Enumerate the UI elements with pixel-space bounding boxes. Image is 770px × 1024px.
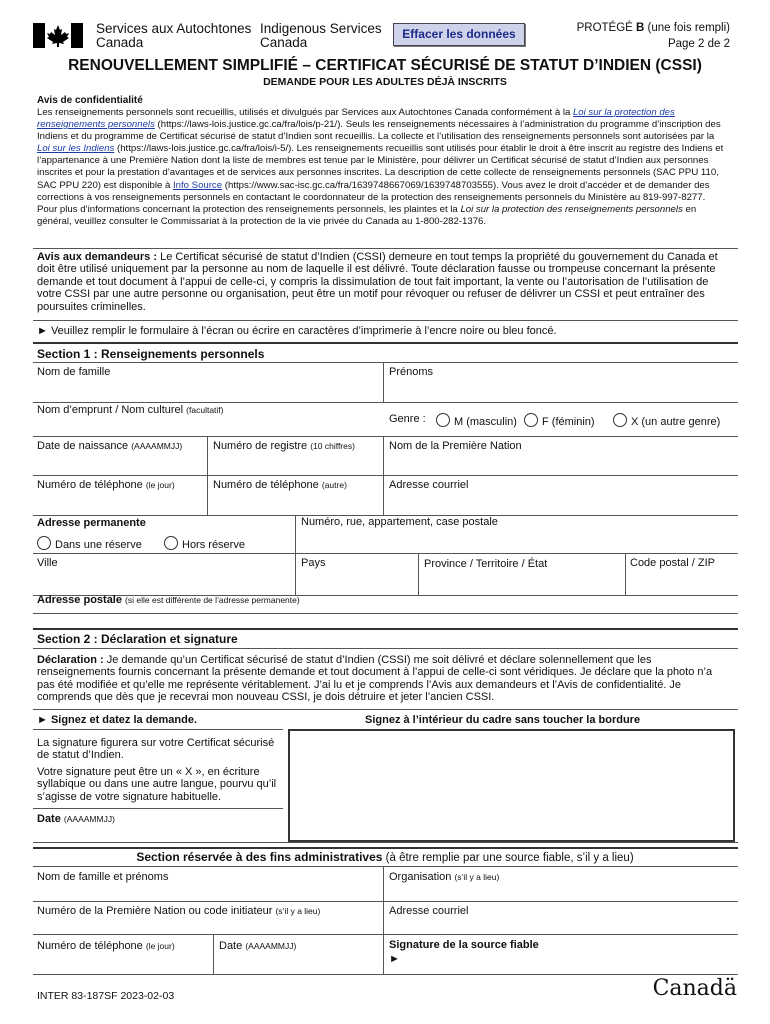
page-title: RENOUVELLEMENT SIMPLIFIÉ – CERTIFICAT SÉCURISÉ DE STATUT D’INDIEN (CSSI) — [68, 57, 702, 74]
province-field[interactable]: Province / Territoire / État — [424, 558, 548, 570]
indian-act-link[interactable]: Loi sur les Indiens — [37, 143, 115, 155]
on-reserve-radio[interactable] — [37, 536, 142, 551]
borrowed-name-field[interactable] — [37, 404, 224, 416]
dob-hint: (AAAAMMJJ) — [131, 441, 183, 451]
divider — [33, 475, 738, 476]
section-1-title: Section 1 : Renseignements personnels — [37, 347, 265, 361]
divider — [33, 934, 738, 935]
privacy-text-4: (https://www.sac-isc.gc.ca/fra/1639748667069/1639748703555). Vous avez le droit d’accéder et de demander des corrections à vos renseignements personnels en contactant le coordonnateur de la protection des renseignements personnels du Ministère au 819-997-8277. Pour plus d’informations concernant la protection des renseignements personnels, les plaintes et la — [37, 179, 710, 215]
registry-number-field[interactable] — [213, 440, 355, 452]
last-name-field[interactable]: Nom de famille — [37, 366, 111, 378]
privacy-notice — [37, 107, 727, 228]
admin-phone-hint: (le jour) — [145, 941, 175, 951]
privacy-text-1: Les renseignements personnels sont recueillis, utilisés et divulgués par Services aux Autochtones Canada conformément à la — [37, 107, 573, 118]
divider — [33, 709, 738, 710]
email-field[interactable]: Adresse courriel — [389, 479, 469, 491]
off-reserve-label: Hors réserve — [182, 539, 245, 551]
declaration-body: Je demande qu’un Certificat sécurisé de statut d’Indien (CSSI) me soit délivré et déclare solennellement que les renseignements fournis concernant la présente demande et tout document à l’appui de celle-ci sont véridiques. Je déclare que la photo n’a pas été modifiée et qu’elle me représente véritablement. J’ai lu et je comprends l’Avis aux demandeurs et l’Avis de confidentialité. Je comprends que dès que je recevrai mon nouveau CSSI, je dois détruire et jeter l’ancien CSSI. — [37, 654, 713, 704]
fill-instruction: ► Veuillez remplir le formulaire à l’écran ou écrire en caractères d’imprimerie à l’encre noire ou bleu foncé. — [37, 325, 557, 337]
divider — [33, 342, 738, 344]
dob-field[interactable] — [37, 440, 182, 452]
mailing-address-hint: (si elle est différente de l’adresse permanente) — [125, 595, 300, 605]
privacy-text-5: en général, veuillez consulter le Commissariat à la protection de la vie privée du Canada au 1-800-282-1376. — [37, 203, 697, 227]
gender-f-radio[interactable] — [524, 413, 595, 428]
admin-org-hint: (s’il y a lieu) — [454, 872, 500, 882]
signature-info-1: La signature figurera sur votre Certificat sécurisé de statut d’Indien. — [37, 737, 275, 762]
divider — [33, 866, 738, 867]
divider — [33, 553, 738, 554]
off-reserve-radio[interactable] — [164, 536, 245, 551]
postal-code-field[interactable]: Code postal / ZIP — [630, 557, 715, 569]
privacy-text-2: (https://laws-lois.justice.gc.ca/fra/lois/p-21/). Seuls les renseignements nécessaires à l’administration du programme d’inscription des Indiens et du programme de Certificat sécurisé de statut d’Indien sont recueillis. La collecte et l’utilisation des renseignements personnels sont autorisées par la — [37, 119, 721, 143]
admin-date-label: Date — [219, 940, 243, 952]
registry-number-hint: (10 chiffres) — [310, 441, 355, 451]
admin-title: Section réservée à des fins administratives — [136, 850, 383, 864]
divider — [418, 553, 419, 595]
radio-circle-icon — [613, 413, 627, 427]
phone-other-hint: (autre) — [321, 480, 347, 490]
admin-fn-code-label: Numéro de la Première Nation ou code initiateur — [37, 905, 273, 917]
permanent-address-label: Adresse permanente — [37, 517, 146, 529]
applicant-notice-body: Le Certificat sécurisé de statut d’Indien (CSSI) demeure en tout temps la propriété du gouvernement du Canada et doit être utilisé uniquement par la personne au nom de laquelle il est délivré. Toute déclaration fausse ou trompeuse concernant la présente demande et tout document à l’appui de celle-ci, y compris la dissimulation de tout fait important, la vente ou l’autorisation de l’utilisation de votre CSSI par une autre personne ou organisation, peut être un motif pour révoquer ou refuser de délivrer un CSSI et peut entraîner des poursuites criminelles. — [37, 251, 718, 313]
radio-circle-icon — [524, 413, 538, 427]
date-label: Date — [37, 813, 61, 825]
first-nation-field[interactable]: Nom de la Première Nation — [389, 440, 522, 452]
divider — [207, 436, 208, 516]
admin-date-field[interactable] — [219, 940, 296, 952]
optional-hint: (facultatif) — [186, 405, 224, 415]
privacy-text-3: (https://laws-lois.justice.gc.ca/fra/lois/i-5/). Les renseignements recueillis sont utilisés pour établir le droit à être inscrit au registre des Indiens et l’appartenance à une Première Nation dont la liste de membres est tenue par le Ministère, pour délivrer un Certificat sécurisé de statut d’Indien aux personnes inscrites et pour la prestation d’avantages et de services aux personnes inscrites. La description de cette collecte de renseignements personnels (SAC PPU 110, SAC PPU 220) est disponible à — [37, 143, 724, 191]
divider — [33, 628, 738, 630]
divider — [295, 515, 296, 595]
admin-name-field[interactable]: Nom de famille et prénoms — [37, 871, 169, 883]
applicant-notice-heading: Avis aux demandeurs : — [37, 251, 158, 263]
divider — [33, 320, 738, 321]
divider — [33, 613, 738, 614]
admin-org-field[interactable] — [389, 871, 499, 883]
dept-name-en-line2: Canada — [260, 35, 308, 50]
privacy-heading: Avis de confidentialité — [37, 95, 143, 106]
divider — [33, 729, 283, 730]
mailing-address-label: Adresse postale — [37, 594, 122, 606]
divider — [625, 553, 626, 595]
divider — [33, 901, 738, 902]
admin-signature-label: Signature de la source fiable — [389, 939, 539, 951]
divider — [33, 436, 738, 437]
admin-fn-code-field[interactable] — [37, 905, 320, 917]
gender-m-label: M (masculin) — [454, 416, 517, 428]
divider — [33, 974, 738, 975]
protected-suffix: (une fois rempli) — [644, 22, 730, 34]
admin-section-title — [0, 850, 770, 864]
divider — [383, 436, 384, 516]
privacy-act-link[interactable]: Loi sur la protection des renseignements personnels — [37, 107, 675, 131]
on-reserve-label: Dans une réserve — [55, 539, 142, 551]
gender-m-radio[interactable] — [436, 413, 517, 428]
protected-prefix: PROTÉGÉ — [576, 22, 637, 34]
divider — [33, 842, 738, 843]
divider — [33, 248, 738, 249]
canada-wordmark: Canadä — [652, 976, 737, 1001]
date-field[interactable] — [37, 813, 115, 825]
borrowed-name-label: Nom d’emprunt / Nom culturel — [37, 404, 184, 416]
admin-email-field[interactable]: Adresse courriel — [389, 905, 469, 917]
admin-date-hint: (AAAAMMJJ) — [245, 941, 297, 951]
admin-fn-code-hint: (s’il y a lieu) — [275, 906, 321, 916]
phone-other-label: Numéro de téléphone — [213, 479, 319, 491]
first-names-field[interactable]: Prénoms — [389, 366, 434, 378]
divider — [33, 847, 738, 849]
date-hint: (AAAAMMJJ) — [63, 814, 115, 824]
declaration — [37, 654, 730, 704]
dept-name-en — [260, 22, 382, 50]
declaration-heading: Déclaration : — [37, 654, 104, 666]
divider — [33, 808, 283, 809]
sign-inside-instruction: Signez à l’intérieur du cadre sans toucher la bordure — [365, 714, 641, 726]
protected-b-label — [577, 22, 730, 34]
section-2-title: Section 2 : Déclaration et signature — [37, 632, 238, 646]
dept-name-fr-line1: Services aux Autochtones — [96, 21, 252, 36]
canada-flag-logo — [33, 23, 83, 48]
gender-label: Genre : — [389, 413, 426, 425]
page-number: Page 2 de 2 — [667, 38, 730, 50]
admin-signature-field[interactable]: ► — [389, 953, 400, 965]
admin-org-label: Organisation — [389, 871, 452, 883]
city-field[interactable]: Ville — [37, 557, 58, 569]
info-source-link[interactable]: Info Source — [173, 179, 223, 191]
privacy-italic-act: Loi sur la protection des renseignements personnels — [460, 203, 683, 215]
phone-day-label: Numéro de téléphone — [37, 479, 143, 491]
admin-title-hint: (à être remplie par une source fiable, s’il y a lieu) — [382, 852, 634, 864]
gender-x-label: X (un autre genre) — [631, 416, 721, 428]
mailing-address-field[interactable] — [37, 594, 300, 606]
phone-day-field[interactable] — [37, 479, 175, 491]
signature-box[interactable] — [288, 729, 735, 842]
protected-level: B — [636, 22, 645, 34]
divider — [33, 402, 738, 403]
dept-name-fr — [96, 22, 251, 50]
phone-other-field[interactable] — [213, 479, 347, 491]
divider — [213, 934, 214, 974]
admin-phone-label: Numéro de téléphone — [37, 940, 143, 952]
radio-circle-icon — [164, 536, 178, 550]
phone-day-hint: (le jour) — [145, 480, 175, 490]
radio-circle-icon — [37, 536, 51, 550]
registry-number-label: Numéro de registre — [213, 440, 308, 452]
radio-circle-icon — [436, 413, 450, 427]
divider — [33, 648, 738, 649]
clear-data-button[interactable]: Effacer les données — [393, 23, 525, 46]
dept-name-en-line1: Indigenous Services — [260, 21, 382, 36]
applicant-notice — [37, 251, 732, 313]
gender-x-radio[interactable] — [613, 413, 720, 428]
divider — [33, 362, 738, 363]
form-id: INTER 83-187SF 2023-02-03 — [37, 990, 175, 1002]
page-subtitle: DEMANDE POUR LES ADULTES DÉJÀ INSCRITS — [263, 76, 507, 88]
gender-f-label: F (féminin) — [542, 416, 595, 428]
sign-and-date-instruction: ► Signez et datez la demande. — [37, 714, 198, 726]
dob-label: Date de naissance — [37, 440, 129, 452]
dept-name-fr-line2: Canada — [96, 35, 144, 50]
country-field[interactable]: Pays — [301, 557, 326, 569]
divider — [383, 362, 384, 402]
signature-info-2: Votre signature peut être un « X », en écriture syllabique ou dans une autre langue, pourvu qu’il s’agisse de votre signature habituelle. — [37, 766, 277, 803]
divider — [383, 866, 384, 974]
admin-phone-field[interactable] — [37, 940, 175, 952]
street-address-field[interactable]: Numéro, rue, appartement, case postale — [301, 516, 498, 528]
